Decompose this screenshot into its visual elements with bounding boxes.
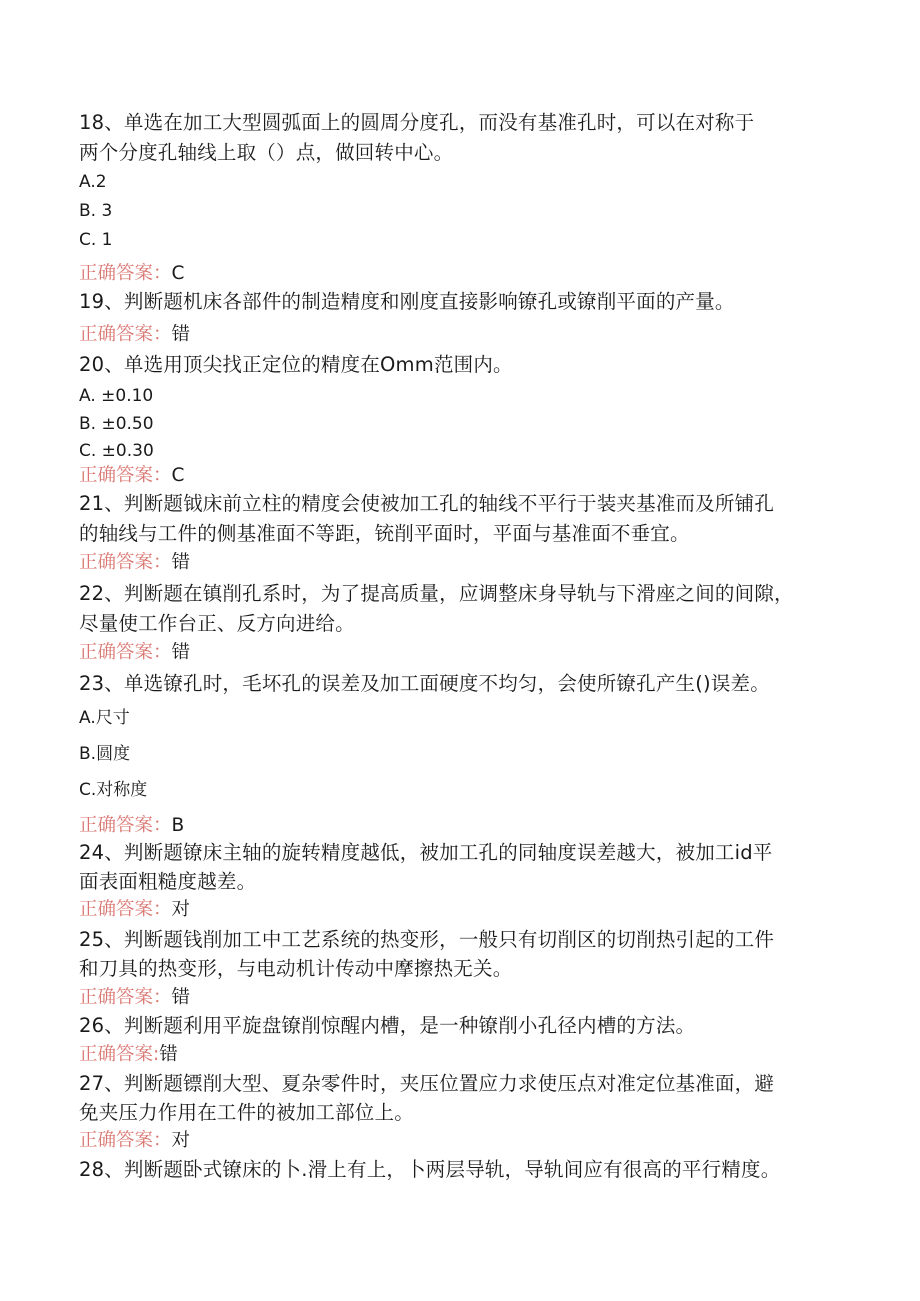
answer-value: 对 xyxy=(171,899,191,920)
answer-label: 正确答案： xyxy=(79,987,172,1008)
question-19-line-1: 19、判断题机床各部件的制造精度和刚度直接影响镣孔或镣削平面的产量。 xyxy=(79,290,735,313)
question-21-answer xyxy=(79,551,190,575)
question-20-answer xyxy=(79,464,184,488)
question-21-line-1: 21、判断题钺床前立柱的精度会使被加工孔的轴线不平行于装夹基准而及所铺孔 xyxy=(79,492,775,515)
question-19-answer xyxy=(79,323,190,347)
question-20-line-1: 20、单选用顶尖找正定位的精度在Omm范围内。 xyxy=(79,353,513,376)
question-18-option-b: B. 3 xyxy=(79,201,113,221)
answer-value: C xyxy=(171,263,185,284)
question-22-line-2: 尽量使工作台正、反方向进给。 xyxy=(79,612,355,635)
question-18-line-1: 18、单选在加工大型圆弧面上的圆周分度孔，而没有基准孔时，可以在对称于 xyxy=(79,111,755,134)
question-24-answer xyxy=(79,898,190,922)
question-25-line-1: 25、判断题钱削加工中工艺系统的热变形，一般只有切削区的切削热引起的工件 xyxy=(79,928,775,951)
question-23-line-1: 23、单选镣孔时，毛坏孔的误差及加工面硬度不均匀，会使所镣孔产生()误差。 xyxy=(79,672,770,695)
question-23-option-b: B.圆度 xyxy=(79,744,131,764)
answer-value: 对 xyxy=(171,1130,191,1151)
answer-label: 正确答案： xyxy=(79,899,172,920)
question-22-line-1: 22、判断题在镇削孔系时，为了提高质量，应调整床身导轨与下滑座之间的间隙， xyxy=(79,582,794,605)
question-18-option-a: A.2 xyxy=(79,172,107,192)
answer-label: 正确答案： xyxy=(79,642,172,663)
answer-value: 错 xyxy=(171,552,191,573)
question-23-option-a: A.尺寸 xyxy=(79,708,130,728)
question-26-line-1: 26、判断题利用平旋盘镣削惊醒内槽，是一种镣削小孔径内槽的方法。 xyxy=(79,1014,696,1037)
answer-label: 正确答案: xyxy=(79,1044,160,1065)
answer-label: 正确答案： xyxy=(79,552,172,573)
question-25-line-2: 和刀具的热变形，与电动机计传动中摩擦热无关。 xyxy=(79,957,513,980)
answer-label: 正确答案： xyxy=(79,263,172,284)
answer-value: 错 xyxy=(171,324,191,345)
question-28-line-1: 28、判断题卧式镣床的卜.滑上有上，卜两层导轨，导轨间应有很高的平行精度。 xyxy=(79,1158,781,1181)
answer-value: 错 xyxy=(171,987,191,1008)
question-27-line-1: 27、判断题镖削大型、夏杂零件时，夹压位置应力求使压点对准定位基准面，避 xyxy=(79,1072,775,1095)
question-24-line-1: 24、判断题镣床主轴的旋转精度越低，被加工孔的同轴度误差越大，被加工id平 xyxy=(79,841,773,864)
question-18-line-2: 两个分度孔轴线上取（）点，做回转中心。 xyxy=(79,141,454,164)
question-20-option-b: B. ±0.50 xyxy=(79,414,154,434)
question-22-answer xyxy=(79,641,190,665)
question-27-line-2: 免夹压力作用在工件的被加工部位上。 xyxy=(79,1101,414,1124)
answer-value: B xyxy=(171,815,185,836)
question-18-answer xyxy=(79,262,184,286)
answer-label: 正确答案： xyxy=(79,465,172,486)
answer-label: 正确答案： xyxy=(79,815,172,836)
question-18-option-c: C. 1 xyxy=(79,230,113,250)
answer-value: C xyxy=(171,465,185,486)
question-23-answer xyxy=(79,814,184,838)
answer-label: 正确答案： xyxy=(79,324,172,345)
question-26-answer xyxy=(79,1043,178,1067)
question-25-answer xyxy=(79,986,190,1010)
answer-label: 正确答案： xyxy=(79,1130,172,1151)
question-24-line-2: 面表面粗糙度越差。 xyxy=(79,870,257,893)
question-27-answer xyxy=(79,1129,190,1153)
question-20-option-a: A. ±0.10 xyxy=(79,386,154,406)
answer-value: 错 xyxy=(171,642,191,663)
answer-value: 错 xyxy=(159,1044,178,1065)
question-20-option-c: C. ±0.30 xyxy=(79,441,154,461)
question-23-option-c: C.对称度 xyxy=(79,780,148,800)
question-21-line-2: 的轴线与工件的侧基准面不等距，铳削平面时，平面与基准面不垂宜。 xyxy=(79,522,690,545)
